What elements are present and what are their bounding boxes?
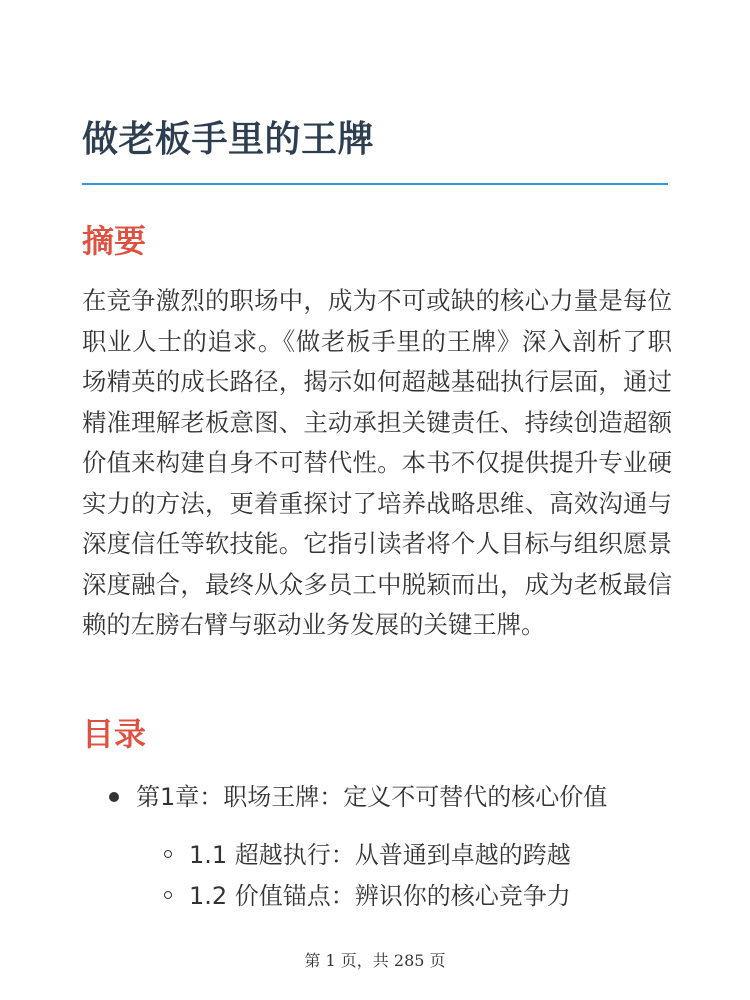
bullet-circle-icon <box>164 891 172 899</box>
document-title: 做老板手里的王牌 <box>82 119 375 160</box>
abstract-paragraph: 在竞争激烈的职场中，成为不可或缺的核心力量是每位职业人士的追求。《做老板手里的王牌》深入剖析了职场精英的成长路径，揭示如何超越基础执行层面，通过精准理解老板意图、主动承担关键责任、持续创造超额价值来构建自身不可替代性。本书不仅提供提升专业硬实力的方法，更着重探讨了培养战略思维、高效沟通与深度信任等软技能。它指引读者将个人目标与组织愿景深度融合，最终从众多员工中脱颖而出，成为老板最信赖的左膀右臂与驱动业务发展的关键王牌。 <box>82 286 672 639</box>
abstract-heading: 摘要 <box>82 222 147 260</box>
bullet-disc-icon <box>109 792 119 802</box>
page-footer: 第 1 页，共 285 页 <box>304 951 446 970</box>
toc-chapter-label: 第1章：职场王牌：定义不可替代的核心价值 <box>136 783 608 811</box>
table-of-contents <box>82 770 682 824</box>
toc-section-item[interactable] <box>82 835 682 875</box>
toc-section-item[interactable] <box>82 876 682 916</box>
toc-section-label: 1.1 超越执行：从普通到卓越的跨越 <box>189 841 571 869</box>
bullet-circle-icon <box>164 850 172 858</box>
title-divider <box>82 183 668 185</box>
toc-section-label: 1.2 价值锚点：辨识你的核心竞争力 <box>189 882 571 910</box>
toc-heading: 目录 <box>82 715 147 753</box>
toc-chapter-item[interactable] <box>82 770 682 824</box>
